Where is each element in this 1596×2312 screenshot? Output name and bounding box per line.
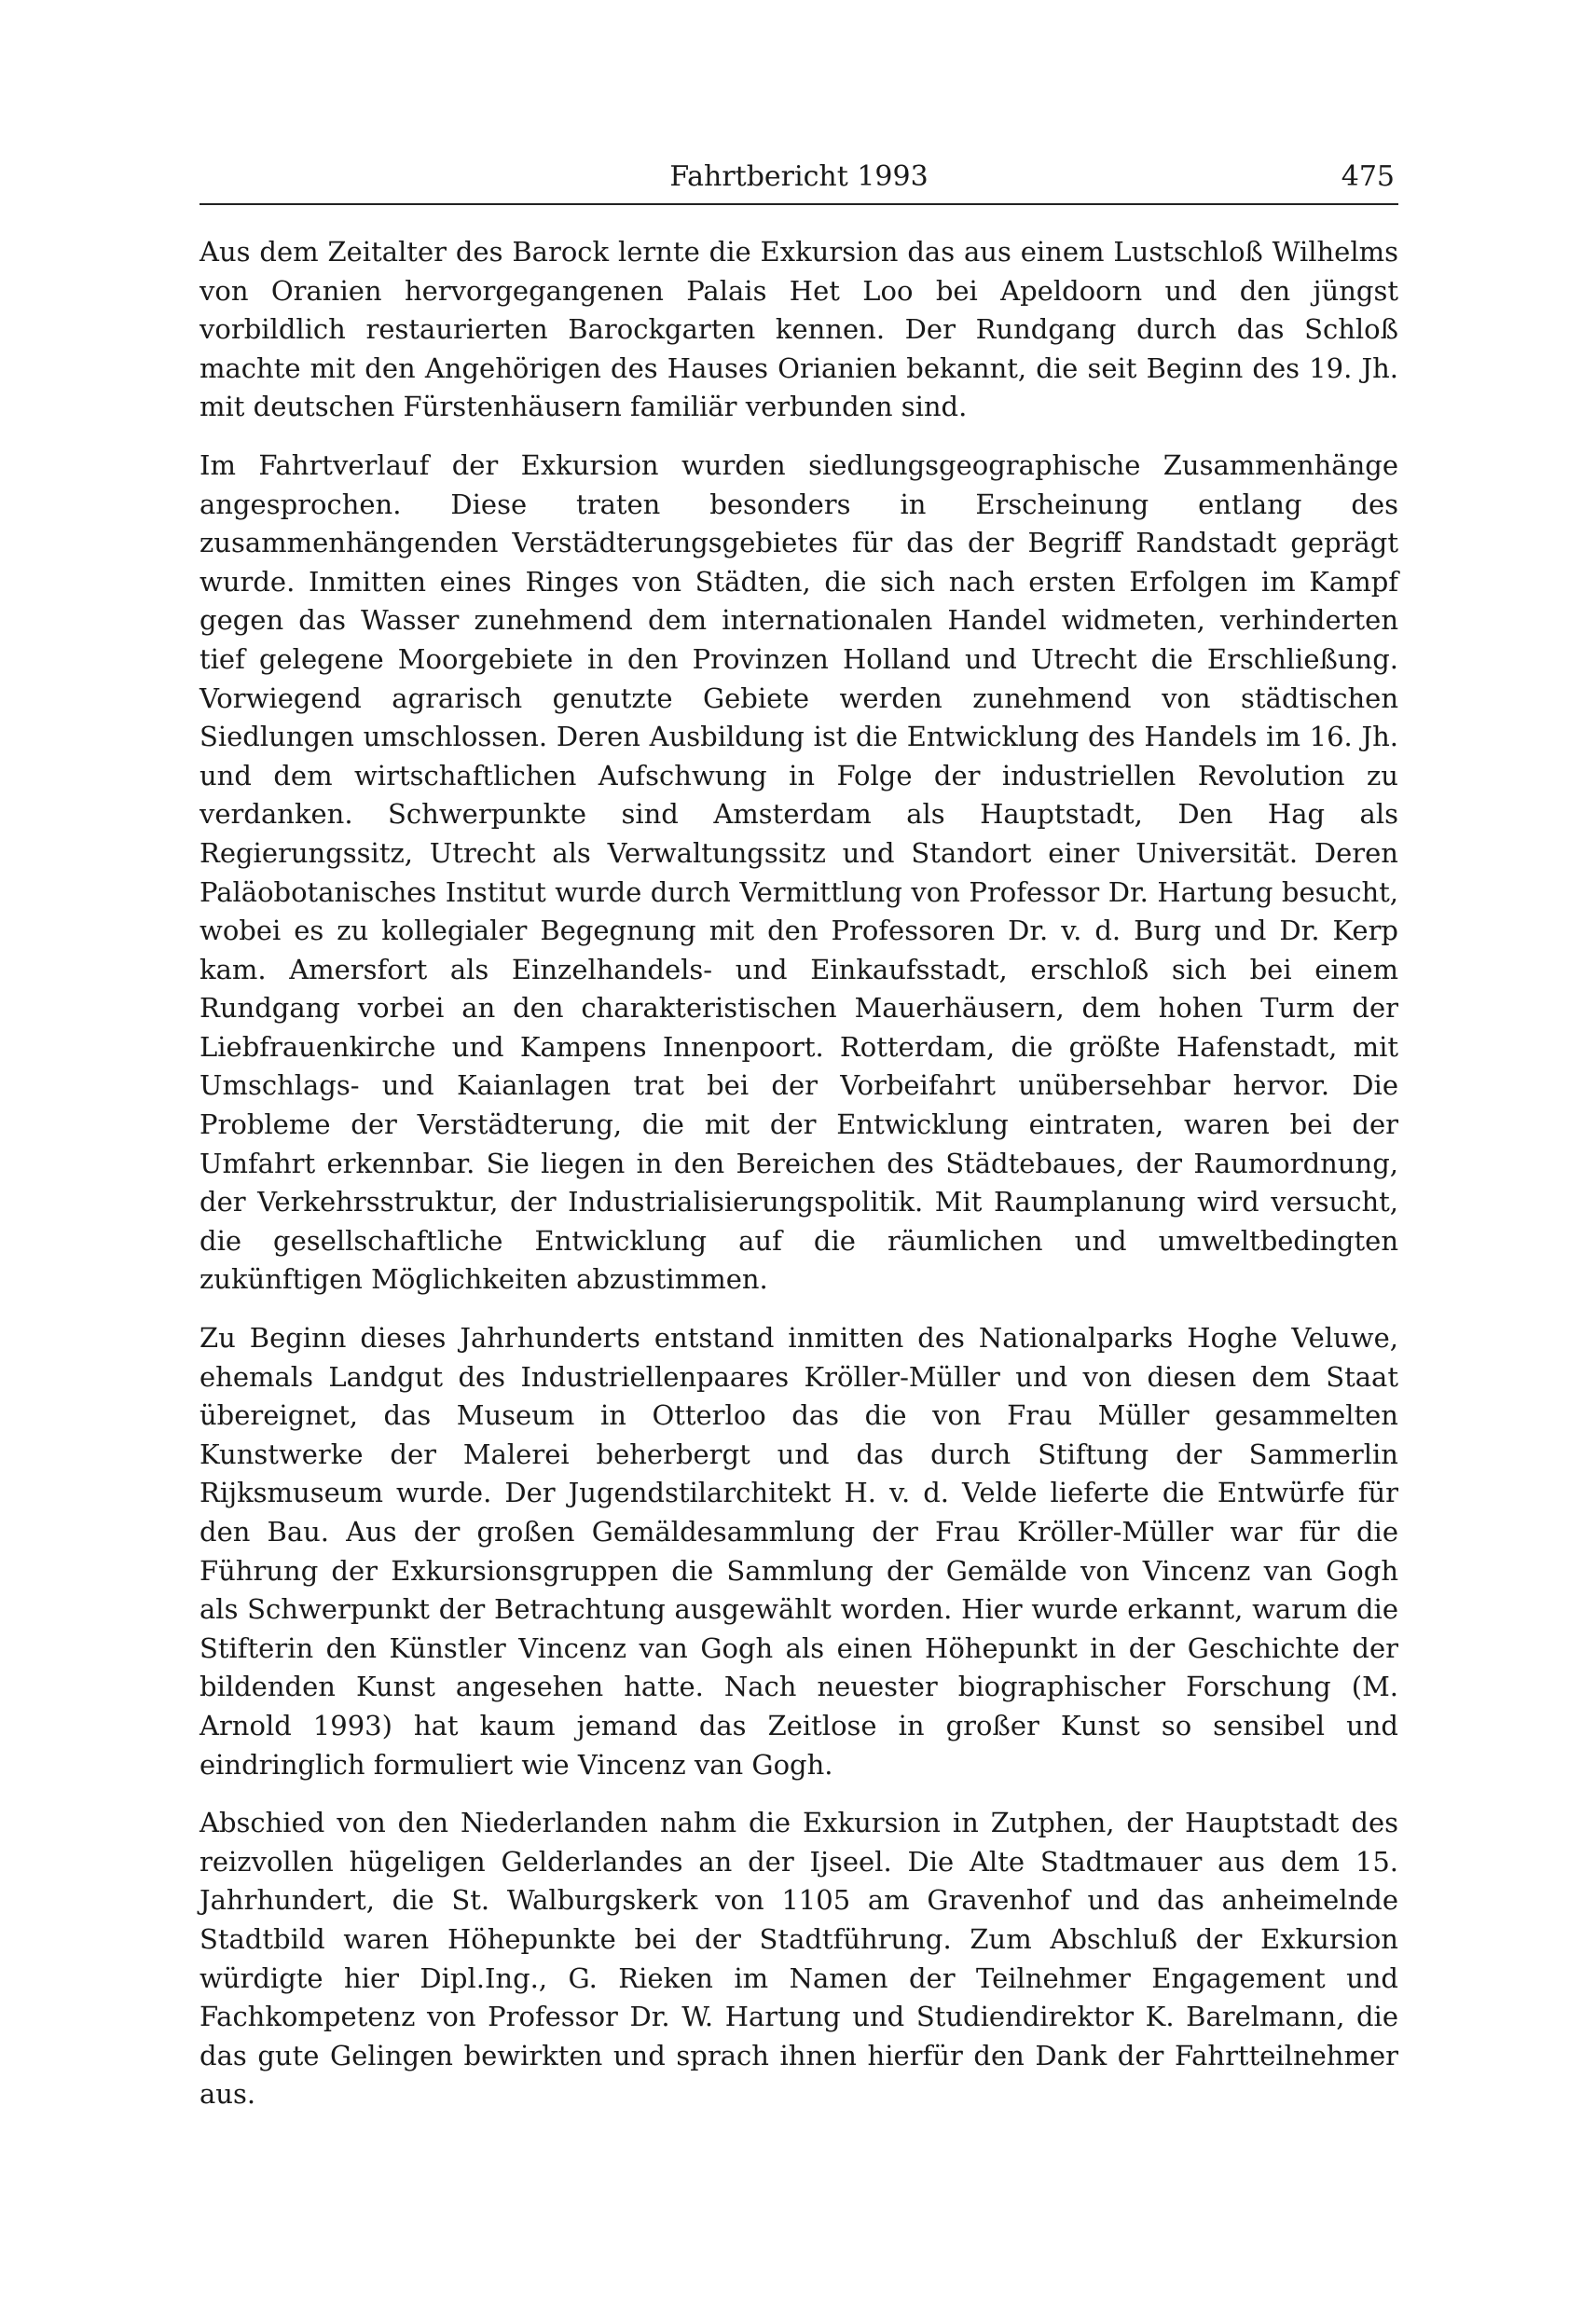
body-text [200, 233, 1398, 2114]
header-title: Fahrtbericht 1993 [669, 160, 929, 193]
paragraph-randstadt: Im Fahrtverlauf der Exkursion wurden siedlungsgeographische Zusammenhänge angesprochen. Diese traten besonders in Erscheinung entlang des zusammenhängenden Verstädterungsgebietes für das der Begriff Randstadt geprägt wurde. Inmitten eines Ringes von Städten, die sich nach ersten Erfolgen im Kampf gegen das Wasser zunehmend dem internationalen Handel widmeten, verhinderten tief gelegene Moorgebiete in den Provinzen Holland und Utrecht die Erschließung. Vorwiegend agrarisch genutzte Gebiete werden zunehmend von städtischen Siedlungen umschlossen. Deren Ausbildung ist die Entwicklung des Handels im 16. Jh. und dem wirtschaftlichen Aufschwung in Folge der industriellen Revolution zu verdanken. Schwerpunkte sind Amsterdam als Hauptstadt, Den Hag als Regierungssitz, Utrecht als Verwaltungssitz und Standort einer Universität. Deren Paläobotanisches Institut wurde durch Vermittlung von Professor Dr. Hartung besucht, wobei es zu kollegialer Begegnung mit den Professoren Dr. v. d. Burg und Dr. Kerp kam. Amersfort als Einzelhandels- und Einkaufsstadt, erschloß sich bei einem Rundgang vorbei an den charakteristischen Mauerhäusern, dem hohen Turm der Liebfrauenkirche und Kampens Innenpoort. Rotterdam, die größte Hafenstadt, mit Umschlags- und Kaianlagen trat bei der Vorbeifahrt unübersehbar hervor. Die Probleme der Verstädterung, die mit der Entwicklung eintraten, waren bei der Umfahrt erkennbar. Sie liegen in den Bereichen des Städtebaues, der Raumordnung, der Verkehrsstruktur, der Industrialisierungspolitik. Mit Raumplanung wird versucht, die gesellschaftliche Entwicklung auf die räumlichen und umweltbedingten zukünftigen Möglichkeiten abzustimmen. [200, 448, 1398, 1296]
paragraph-museum-otterloo: Zu Beginn dieses Jahrhunderts entstand inmitten des Nationalparks Hoghe Veluwe, ehemals Landgut des Industriellenpaares Kröller-Müller und von diesen dem Staat übereignet, das Museum in Otterloo das die von Frau Müller gesammelten Kunstwerke der Malerei beherbergt und das durch Stiftung der Sammerlin Rijksmuseum wurde. Der Jugendstilarchitekt H. v. d. Velde lieferte die Entwürfe für den Bau. Aus der großen Gemäldesammlung der Frau Kröller-Müller war für die Führung der Exkursionsgruppen die Sammlung der Gemälde von Vincenz van Gogh als Schwerpunkt der Betrachtung ausgewählt worden. Hier wurde erkannt, warum die Stifterin den Künstler Vincenz van Gogh als einen Höhepunkt in der Geschichte der bildenden Kunst angesehen hatte. Nach neuester biographischer Forschung (M. Arnold 1993) hat kaum jemand das Zeitlose in großer Kunst so sensibel und eindringlich formuliert wie Vincenz van Gogh. [200, 1322, 1398, 1781]
running-header [200, 149, 1398, 205]
page-number: 475 [1341, 160, 1395, 193]
paragraph-zutphen: Abschied von den Niederlanden nahm die Exkursion in Zutphen, der Hauptstadt des reizvollen hügeligen Gelderlandes an der Ijseel. Die Alte Stadtmauer aus dem 15. Jahrhundert, die St. Walburgskerk von 1105 am Gravenhof und das anheimelnde Stadtbild waren Höhepunkte bei der Stadtführung. Zum Abschluß der Exkursion würdigte hier Dipl.Ing., G. Rieken im Namen der Teilnehmer Engagement und Fachkompetenz von Professor Dr. W. Hartung und Studiendirektor K. Barelmann, die das gute Gelingen bewirkten und sprach ihnen hierfür den Dank der Fahrtteilnehmer aus. [200, 1807, 1398, 2111]
document-page [200, 149, 1398, 2134]
paragraph-barock: Aus dem Zeitalter des Barock lernte die Exkursion das aus einem Lustschloß Wilhelms von Oranien hervorgegangenen Palais Het Loo bei Apeldoorn und den jüngst vorbildlich restaurierten Barockgarten kennen. Der Rundgang durch das Schloß machte mit den Angehörigen des Hauses Orianien bekannt, die seit Beginn des 19. Jh. mit deutschen Fürstenhäusern familiär verbunden sind. [200, 236, 1398, 423]
